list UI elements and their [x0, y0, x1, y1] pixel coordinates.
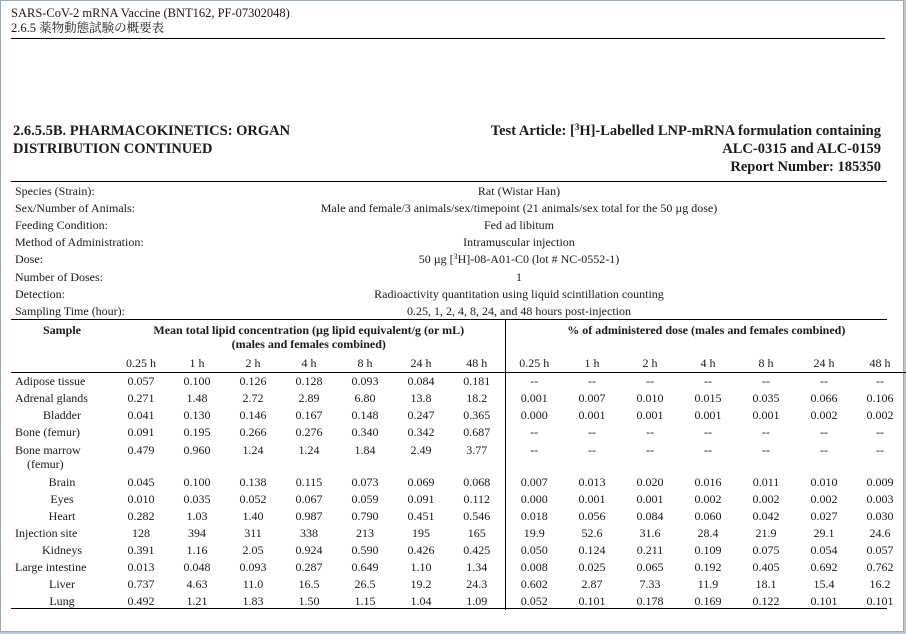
concentration-cell: 0.247 [407, 408, 435, 422]
section-title [13, 122, 413, 158]
percent-dose-cell: 0.002 [752, 492, 780, 506]
header-divider [11, 38, 885, 39]
metadata-row [11, 217, 887, 234]
metadata-row [11, 303, 887, 320]
percent-dose-cell: 0.001 [636, 408, 664, 422]
percent-dose-cell: -- [820, 374, 829, 388]
concentration-cell: 1.03 [186, 509, 208, 523]
percent-dose-cell: 7.33 [639, 577, 661, 591]
table-row [11, 508, 906, 525]
test-article-line2: ALC-0315 and ALC-0159 [722, 141, 881, 157]
percent-dose-cell: 0.003 [866, 492, 894, 506]
percent-dose-cell: -- [762, 443, 771, 457]
metadata-value: Male and female/3 animals/sex/timepoint (21 animals/sex total for the 50 µg dose) [320, 201, 718, 216]
metadata-label: Sampling Time (hour): [15, 303, 126, 318]
metadata-value: Rat (Wistar Han) [477, 184, 561, 198]
document-header-title: SARS-CoV-2 mRNA Vaccine (BNT162, PF-07302048) [11, 6, 290, 20]
concentration-cell: 1.10 [410, 560, 432, 574]
percent-dose-cell: 0.001 [578, 492, 606, 506]
concentration-cell: 2.05 [242, 543, 264, 557]
percent-dose-cell: 0.075 [752, 543, 780, 557]
timepoint-header-conc: 24 h [393, 355, 449, 373]
concentration-cell: 0.126 [239, 374, 267, 388]
concentration-cell: 0.960 [183, 443, 211, 457]
percent-dose-cell: -- [704, 443, 713, 457]
table-row [11, 525, 906, 542]
metadata-value-suffix: H]-08-A01-C0 (lot # NC-0552-1) [457, 252, 620, 267]
sample-name [11, 491, 113, 508]
concentration-cell: 0.067 [295, 492, 323, 506]
percent-dose-cell: 11.9 [697, 577, 719, 591]
concentration-cell: 4.63 [186, 577, 208, 591]
percent-dose-cell: 0.109 [694, 543, 722, 557]
concentration-cell: 1.83 [242, 594, 264, 608]
sample-name [11, 441, 113, 474]
percent-dose-cell: -- [588, 374, 597, 388]
sample-name [11, 407, 113, 424]
concentration-cell: 0.167 [295, 408, 323, 422]
concentration-cell: 0.052 [239, 492, 267, 506]
table-row [11, 424, 906, 441]
concentration-cell: 0.271 [127, 391, 155, 405]
concentration-cell: 0.649 [351, 560, 379, 574]
metadata-label: Method of Administration: [15, 235, 144, 250]
metadata-row [11, 183, 887, 200]
percent-dose-cell: 0.602 [520, 577, 548, 591]
percent-dose-cell: 0.030 [866, 509, 894, 523]
table-bottom-rule [11, 608, 887, 609]
test-article-sup: 3 [574, 122, 580, 132]
percent-dose-cell: 0.169 [694, 594, 722, 608]
percent-dose-cell: 52.6 [581, 526, 603, 540]
percent-dose-cell: 0.035 [752, 391, 780, 405]
percent-dose-cell: 0.011 [752, 475, 780, 489]
percent-dose-cell: 0.124 [578, 543, 606, 557]
timepoint-header-pct: 4 h [679, 355, 737, 373]
percent-dose-cell: 18.1 [755, 577, 777, 591]
concentration-cell: 0.084 [407, 374, 435, 388]
percent-dose-cell: 29.1 [813, 526, 835, 540]
concentration-cell: 0.073 [351, 475, 379, 489]
sample-name-line1: Lung [49, 594, 75, 608]
metadata-value-prefix: 50 µg [ [418, 252, 454, 267]
concentration-cell: 0.130 [183, 408, 211, 422]
percent-dose-cell: 0.106 [866, 391, 894, 405]
percent-dose-cell: -- [876, 374, 885, 388]
concentration-cell: 16.5 [298, 577, 320, 591]
table-row [11, 390, 906, 407]
metadata-label: Sex/Number of Animals: [15, 201, 135, 216]
percent-dose-cell: 0.001 [694, 408, 722, 422]
table-row [11, 407, 906, 424]
timepoint-header-conc: 4 h [281, 355, 337, 373]
percent-dose-cell: 28.4 [697, 526, 719, 540]
percent-dose-cell: 0.101 [866, 594, 894, 608]
concentration-cell: 311 [244, 526, 262, 540]
sample-name-line1: Liver [49, 577, 75, 591]
concentration-cell: 0.069 [407, 475, 435, 489]
concentration-cell: 18.2 [449, 390, 505, 407]
table-row [11, 559, 906, 576]
concentration-cell: 0.590 [351, 543, 379, 557]
percent-dose-cell: 0.065 [636, 560, 664, 574]
concentration-cell: 0.100 [183, 374, 211, 388]
metadata-value [151, 251, 887, 268]
sample-name-line1: Kidneys [42, 543, 82, 557]
timepoint-header-pct: 24 h [795, 355, 853, 373]
concentration-cell: 24.3 [449, 576, 505, 593]
concentration-cell: 1.40 [242, 509, 264, 523]
metadata-value: 1 [516, 269, 522, 284]
concentration-cell: 1.15 [354, 594, 376, 608]
concentration-cell: 338 [300, 526, 318, 540]
concentration-cell: 1.34 [449, 559, 505, 576]
sample-name-line1: Adrenal glands [15, 391, 88, 405]
percent-dose-cell: 0.000 [520, 492, 548, 506]
sample-name [11, 390, 113, 407]
percent-dose-cell: 0.060 [694, 509, 722, 523]
concentration-cell: 0.035 [183, 492, 211, 506]
sample-name-line1: Large intestine [15, 560, 87, 574]
percent-dose-cell: 0.007 [578, 391, 606, 405]
percent-dose-cell: 0.178 [636, 594, 664, 608]
concentration-group-header [113, 320, 505, 355]
concentration-cell: 0.148 [351, 408, 379, 422]
concentration-cell: 0.059 [351, 492, 379, 506]
concentration-cell: 1.04 [410, 594, 432, 608]
concentration-cell: 0.013 [127, 560, 155, 574]
percent-dose-cell: 0.008 [520, 560, 548, 574]
concentration-cell: 0.195 [183, 425, 211, 439]
sample-name-line1: Adipose tissue [15, 374, 86, 388]
concentration-cell: 0.181 [449, 373, 505, 391]
table-row [11, 441, 906, 474]
percent-dose-cell: -- [530, 425, 539, 439]
percent-dose-cell: 15.4 [813, 577, 835, 591]
table-body [11, 373, 906, 611]
concentration-cell: 19.2 [410, 577, 432, 591]
sample-name [11, 525, 113, 542]
sample-column-header: Sample [42, 323, 81, 337]
concentration-cell: 2.89 [298, 391, 320, 405]
sample-name-line1: Eyes [50, 492, 74, 506]
percent-dose-cell: 0.056 [578, 509, 606, 523]
concentration-cell: 11.0 [242, 577, 264, 591]
percent-dose-cell: 0.007 [520, 475, 548, 489]
concentration-cell: 0.112 [449, 491, 505, 508]
concentration-cell: 0.100 [183, 475, 211, 489]
concentration-cell: 0.282 [127, 509, 155, 523]
metadata-value: 0.25, 1, 2, 4, 8, 24, and 48 hours post-injection [407, 303, 631, 318]
percent-dose-cell: 0.001 [752, 408, 780, 422]
percent-dose-cell: 0.001 [578, 408, 606, 422]
metadata-row [11, 234, 887, 251]
concentration-cell: 0.093 [239, 560, 267, 574]
percent-dose-cell: 0.002 [810, 408, 838, 422]
concentration-cell: 0.790 [351, 509, 379, 523]
metadata-row [11, 200, 887, 217]
concentration-cell: 2.72 [242, 391, 264, 405]
sample-name-line2: (femur) [27, 457, 64, 471]
sample-name-line1: Bladder [43, 408, 81, 422]
sample-name-line1: Bone (femur) [15, 425, 80, 439]
percent-dose-cell: 0.050 [520, 543, 548, 557]
percent-dose-cell: -- [530, 443, 539, 457]
metadata-row [11, 286, 887, 303]
percent-dose-cell: -- [530, 374, 539, 388]
sample-name [11, 474, 113, 491]
concentration-cell: 0.138 [239, 475, 267, 489]
concentration-cell: 0.365 [449, 407, 505, 424]
concentration-cell: 128 [132, 526, 150, 540]
sample-name [11, 373, 113, 391]
timepoint-header-conc: 8 h [337, 355, 393, 373]
metadata-value: Intramuscular injection [463, 235, 575, 250]
sample-name [11, 424, 113, 441]
percent-dose-cell: 0.016 [694, 475, 722, 489]
percent-dose-cell: 0.009 [866, 475, 894, 489]
percent-dose-cell: 0.001 [520, 391, 548, 405]
concentration-cell: 0.266 [239, 425, 267, 439]
percent-dose-cell: 19.9 [523, 526, 545, 540]
metadata-label: Dose: [15, 252, 43, 267]
percent-dose-cell: 0.000 [520, 408, 548, 422]
metadata-value-sup: 3 [453, 252, 458, 262]
sample-name [11, 559, 113, 576]
percent-dose-cell: 0.013 [578, 475, 606, 489]
concentration-header-line2: (males and females combined) [231, 337, 386, 351]
metadata-row [11, 269, 887, 286]
percent-dose-cell: 2.87 [581, 577, 603, 591]
percent-dose-cell: -- [876, 443, 885, 457]
metadata-label: Detection: [15, 286, 65, 301]
concentration-cell: 26.5 [354, 577, 376, 591]
concentration-cell: 1.09 [449, 593, 505, 610]
concentration-cell: 195 [412, 526, 430, 540]
concentration-cell: 1.84 [354, 443, 376, 457]
percent-dose-cell: 21.9 [755, 526, 777, 540]
metadata-value: Radioactivity quantitation using liquid scintillation counting [374, 286, 664, 301]
report-number: Report Number: 185350 [730, 159, 881, 175]
percent-dose-cell: 0.002 [694, 492, 722, 506]
timepoint-header-pct: 8 h [737, 355, 795, 373]
percent-dose-cell: 0.015 [694, 391, 722, 405]
percent-dose-cell: 0.052 [520, 594, 548, 608]
timepoint-header-conc: 48 h [449, 355, 505, 373]
percent-dose-cell: 0.192 [694, 560, 722, 574]
percent-dose-cell: -- [820, 443, 829, 457]
concentration-cell: 0.093 [351, 374, 379, 388]
concentration-cell: 0.276 [295, 425, 323, 439]
table-row [11, 491, 906, 508]
sample-name [11, 576, 113, 593]
percent-dose-cell: 0.211 [636, 543, 664, 557]
percent-dose-cell: 0.692 [810, 560, 838, 574]
concentration-cell: 1.21 [186, 594, 208, 608]
percent-dose-cell: 0.057 [866, 543, 894, 557]
percent-dose-cell: 0.010 [810, 475, 838, 489]
percent-dose-cell: 0.001 [636, 492, 664, 506]
metadata-value: Fed ad libitum [484, 218, 554, 233]
concentration-cell: 0.091 [127, 425, 155, 439]
concentration-cell: 0.115 [295, 475, 323, 489]
percent-dose-cell: 0.042 [752, 509, 780, 523]
percent-dose-cell: -- [588, 443, 597, 457]
document-header-section: 2.6.5 薬物動態試験の概要表 [11, 21, 165, 35]
percent-dose-cell: 0.101 [578, 594, 606, 608]
test-article-line1 [411, 122, 881, 140]
percent-dose-cell: 0.002 [810, 492, 838, 506]
percent-dose-cell: -- [646, 425, 655, 439]
percent-dose-cell: -- [704, 425, 713, 439]
concentration-cell: 0.045 [127, 475, 155, 489]
concentration-cell: 1.24 [298, 443, 320, 457]
percent-dose-cell: 0.066 [810, 391, 838, 405]
table-row [11, 373, 906, 391]
concentration-cell: 0.987 [295, 509, 323, 523]
percent-dose-cell: 0.002 [866, 408, 894, 422]
concentration-cell: 0.128 [295, 374, 323, 388]
sample-name-line1: Brain [48, 475, 76, 489]
concentration-cell: 0.391 [127, 543, 155, 557]
percent-dose-cell: 31.6 [639, 526, 661, 540]
percent-dose-cell: 0.054 [810, 543, 838, 557]
concentration-header-line1: Mean total lipid concentration (µg lipid equivalent/g (or mL) [153, 323, 465, 337]
concentration-cell: 0.546 [449, 508, 505, 525]
timepoint-header-pct: 1 h [563, 355, 621, 373]
concentration-cell: 0.057 [127, 374, 155, 388]
concentration-cell: 1.16 [186, 543, 208, 557]
concentration-cell: 0.426 [407, 543, 435, 557]
organ-distribution-table [11, 320, 906, 610]
timepoint-header-row [11, 355, 906, 373]
concentration-cell: 0.342 [407, 425, 435, 439]
concentration-cell: 3.77 [449, 441, 505, 474]
percent-dose-cell: 0.405 [752, 560, 780, 574]
concentration-cell: 213 [356, 526, 374, 540]
percent-dose-cell: 0.101 [810, 594, 838, 608]
concentration-cell: 0.068 [449, 474, 505, 491]
percent-dose-cell: 24.6 [869, 526, 891, 540]
percent-dose-cell: 0.018 [520, 509, 548, 523]
concentration-cell: 0.451 [407, 509, 435, 523]
concentration-cell: 0.287 [295, 560, 323, 574]
percent-dose-cell: 0.762 [866, 560, 894, 574]
table-row [11, 576, 906, 593]
percent-dose-cell: 0.122 [752, 594, 780, 608]
table-row [11, 474, 906, 491]
metadata-label: Species (Strain): [15, 184, 95, 198]
metadata-label: Number of Doses: [15, 269, 103, 284]
sample-name [11, 508, 113, 525]
percent-dose-group-header: % of administered dose (males and females combined) [567, 323, 846, 337]
metadata-row [11, 251, 887, 268]
percent-dose-cell: -- [704, 374, 713, 388]
percent-dose-cell: -- [646, 443, 655, 457]
test-article-prefix: Test Article: [ [490, 123, 575, 139]
concentration-cell: 0.091 [407, 492, 435, 506]
test-article-title [411, 122, 881, 176]
timepoint-header-pct: 48 h [853, 355, 906, 373]
sample-name-line1: Bone marrow [15, 443, 81, 457]
percent-dose-cell: 0.084 [636, 509, 664, 523]
percent-dose-cell: -- [646, 374, 655, 388]
percent-dose-cell: -- [762, 425, 771, 439]
percent-dose-cell: -- [820, 425, 829, 439]
concentration-cell: 0.425 [449, 542, 505, 559]
percent-dose-cell: 0.010 [636, 391, 664, 405]
concentration-cell: 0.492 [127, 594, 155, 608]
sample-name [11, 542, 113, 559]
concentration-cell: 2.49 [410, 443, 432, 457]
table-row [11, 542, 906, 559]
concentration-cell: 1.50 [298, 594, 320, 608]
percent-dose-cell: -- [876, 425, 885, 439]
section-title-line2: DISTRIBUTION CONTINUED [13, 141, 213, 157]
concentration-cell: 0.146 [239, 408, 267, 422]
concentration-cell: 0.479 [127, 443, 155, 457]
timepoint-header-conc: 2 h [225, 355, 281, 373]
section-title-line1: 2.6.5.5B. PHARMACOKINETICS: ORGAN [13, 123, 291, 139]
concentration-cell: 0.737 [127, 577, 155, 591]
percent-dose-cell: 16.2 [869, 577, 891, 591]
concentration-cell: 0.048 [183, 560, 211, 574]
concentration-cell: 0.010 [127, 492, 155, 506]
timepoint-header-pct: 2 h [621, 355, 679, 373]
percent-dose-cell: 0.025 [578, 560, 606, 574]
concentration-cell: 165 [449, 525, 505, 542]
concentration-cell: 1.24 [242, 443, 264, 457]
timepoint-header-conc: 0.25 h [113, 355, 169, 373]
percent-dose-cell: -- [588, 425, 597, 439]
concentration-cell: 0.924 [295, 543, 323, 557]
concentration-cell: 0.340 [351, 425, 379, 439]
metadata-top-rule [11, 181, 887, 182]
timepoint-header-blank [11, 355, 113, 373]
concentration-cell: 6.80 [354, 391, 376, 405]
test-article-suffix: H]-Labelled LNP-mRNA formulation containing [579, 123, 881, 139]
percent-dose-cell: 0.020 [636, 475, 664, 489]
concentration-cell: 0.687 [449, 424, 505, 441]
concentration-cell: 13.8 [410, 391, 432, 405]
timepoint-header-conc: 1 h [169, 355, 225, 373]
sample-name-line1: Heart [48, 509, 76, 523]
timepoint-header-pct: 0.25 h [505, 355, 563, 373]
metadata-label: Feeding Condition: [15, 218, 108, 233]
concentration-cell: 394 [188, 526, 206, 540]
concentration-cell: 0.041 [127, 408, 155, 422]
percent-dose-cell: -- [762, 374, 771, 388]
sample-name-line1: Injection site [15, 526, 78, 540]
concentration-cell: 1.48 [186, 391, 208, 405]
percent-dose-cell: 0.027 [810, 509, 838, 523]
